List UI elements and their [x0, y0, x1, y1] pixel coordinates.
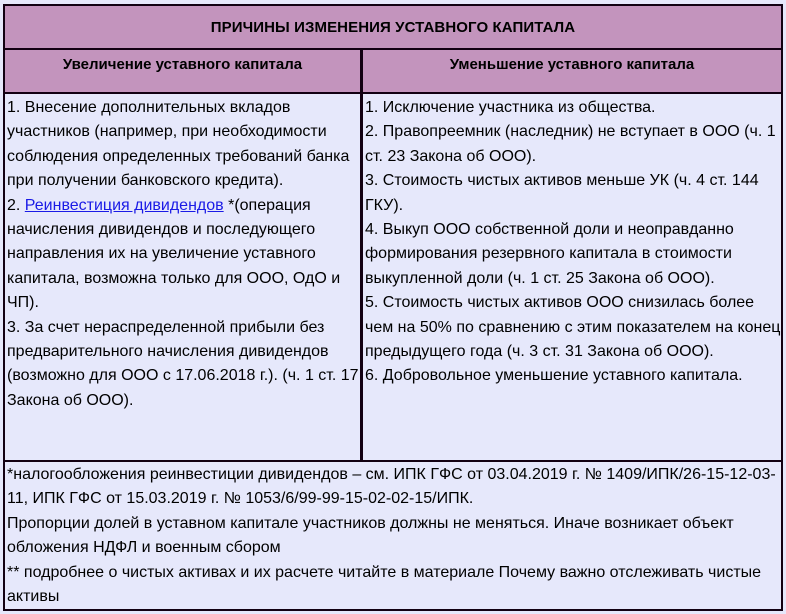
decrease-item-4: 4. Выкуп ООО собственной доли и неоправданно формирования резервного капитала в стоимости выкупленной доли (ч. 1 ст. 25 Закона об ООО).	[365, 221, 734, 287]
table-title: ПРИЧИНЫ ИЗМЕНЕНИЯ УСТАВНОГО КАПИТАЛА	[5, 6, 781, 50]
decrease-item-1: 1. Исключение участника из общества.	[365, 99, 656, 116]
decrease-reasons-cell	[363, 94, 781, 460]
dividend-reinvestment-link[interactable]: Реинвестиция дивидендов	[24, 196, 224, 214]
increase-item-3: 3. За счет нераспределенной прибыли без предварительного начисления дивидендов (возможно для ООО с 17.06.2018 г.). (ч. 1 ст. 17 Закона об ООО).	[7, 318, 359, 409]
footnote-proportions: Пропорции долей в уставном капитале участников должны не меняться. Иначе возникает объект обложения НДФЛ и военным сбором	[7, 514, 734, 557]
footnote-taxation: *налогообложения реинвестиции дивидендов – см. ИПК ГФС от 03.04.2019 г. № 1409/ИПК/26-15-12-03-11, ИПК ГФС от 15.03.2019 г. № 1053/6/99-99-15-02-02-15/ИПК.	[7, 466, 776, 508]
decrease-item-6: 6. Добровольное уменьшение уставного капитала.	[365, 367, 743, 385]
increase-item-2-prefix: 2.	[7, 196, 25, 214]
increase-item-2-text: *(операция начисления дивидендов и последующего направления их на увеличение уставного капитала, возможна только для ООО, ОдО и ЧП).	[7, 196, 341, 312]
capital-change-table	[3, 4, 783, 611]
decrease-item-5: 5. Стоимость чистых активов ООО снизилась более чем на 50% по сравнению с этим показателем на конец предыдущего года (ч. 3 ст. 31 Закона об ООО).	[365, 294, 781, 361]
decrease-item-3: 3. Стоимость чистых активов меньше УК (ч. 4 ст. 144 ГКУ).	[365, 172, 759, 214]
increase-reasons-cell	[5, 94, 363, 460]
footnote-net-assets: ** подробнее о чистых активах и их расчете читайте в материале Почему важно отслеживать чистые активы	[7, 563, 762, 606]
header-decrease: Уменьшение уставного капитала	[449, 56, 695, 73]
decrease-item-2: 2. Правопреемник (наследник) не вступает в ООО (ч. 1 ст. 23 Закона об ООО).	[365, 123, 776, 165]
increase-item-1: 1. Внесение дополнительных вкладов участников (например, при необходимости соблюдения определенных требований банка при получении банковского кредита).	[7, 99, 350, 190]
table-header-row	[5, 50, 781, 94]
table-body-row	[5, 94, 781, 462]
header-increase: Увеличение уставного капитала	[5, 50, 363, 92]
increase-item-2	[7, 194, 360, 316]
footnotes-cell	[5, 462, 781, 609]
